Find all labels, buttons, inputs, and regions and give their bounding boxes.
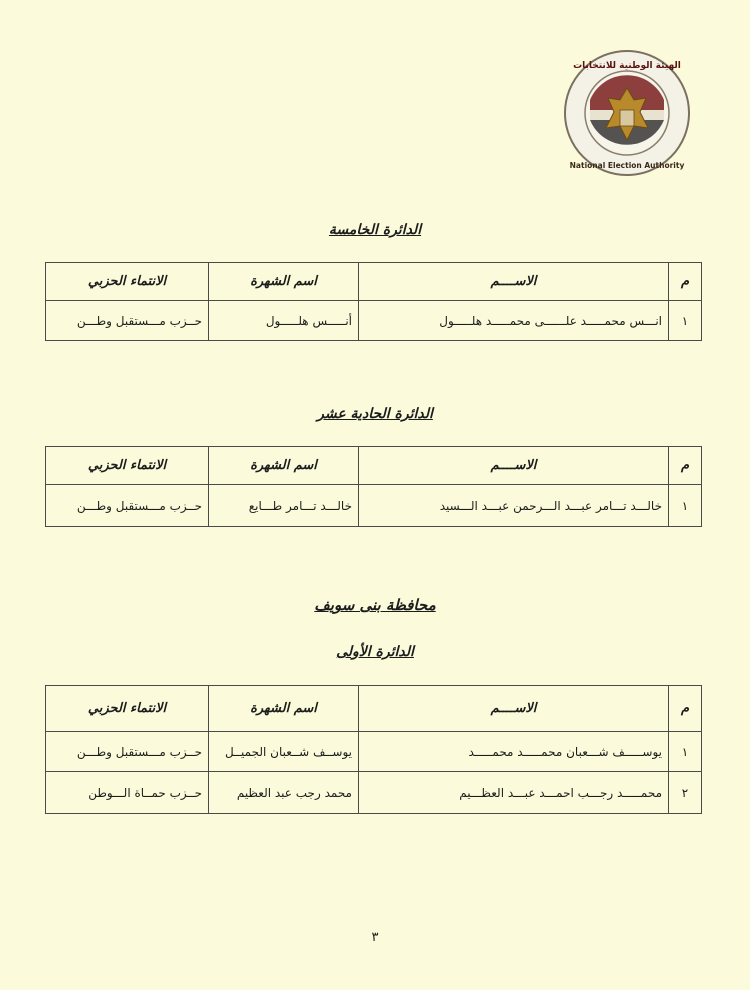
table-row xyxy=(46,772,702,814)
section-title-fifth-district: الدائرة الخامسة xyxy=(328,222,422,238)
seal-arabic-text: الهيئة الوطنية للانتخابات xyxy=(573,61,681,71)
governorate-title: محافظة بنى سويف xyxy=(314,596,436,614)
national-election-authority-seal xyxy=(562,48,692,178)
table-row xyxy=(46,485,702,527)
candidate-party: حــزب مـــستقبل وطـــن xyxy=(46,485,209,527)
row-number: ١ xyxy=(669,301,702,341)
candidates-table-fifth-district xyxy=(45,262,702,341)
header-fame-name: اسم الشهرة xyxy=(209,263,359,301)
candidates-table-eleventh-district xyxy=(45,446,702,527)
header-party: الانتماء الحزبي xyxy=(46,447,209,485)
table-row xyxy=(46,301,702,341)
table-header-row xyxy=(46,263,702,301)
candidate-name: انـــس محمـــــد علــــــى محمـــــد هلـــــول xyxy=(359,301,669,341)
section-title-eleventh-district: الدائرة الحادية عشر xyxy=(317,406,433,422)
header-number: م xyxy=(669,263,702,301)
header-party: الانتماء الحزبي xyxy=(46,686,209,732)
table-row xyxy=(46,732,702,772)
candidate-party: حــزب مـــستقبل وطـــن xyxy=(46,732,209,772)
section-title-first-district: الدائرة الأولى xyxy=(336,644,414,660)
candidate-name: خالـــد تـــامر عبـــد الـــرحمن عبـــد الـــسيد xyxy=(359,485,669,527)
candidate-name: محمـــــد رجـــب احمـــد عبـــد العظـــيم xyxy=(359,772,669,814)
seal-english-text: National Election Authority xyxy=(569,161,685,170)
header-fame-name: اسم الشهرة xyxy=(209,686,359,732)
header-fame-name: اسم الشهرة xyxy=(209,447,359,485)
header-name: الاســــم xyxy=(359,447,669,485)
candidate-fame-name: يوســف شــعبان الجميــل xyxy=(209,732,359,772)
header-number: م xyxy=(669,447,702,485)
candidate-name: يوســـــف شـــعبان محمـــــد محمـــــد xyxy=(359,732,669,772)
table-header-row xyxy=(46,447,702,485)
page-number: ٣ xyxy=(371,930,379,945)
header-number: م xyxy=(669,686,702,732)
header-party: الانتماء الحزبي xyxy=(46,263,209,301)
header-name: الاســــم xyxy=(359,263,669,301)
row-number: ١ xyxy=(669,732,702,772)
candidates-table-first-district xyxy=(45,685,702,814)
table-header-row xyxy=(46,686,702,732)
candidate-party: حــزب مـــستقبل وطـــن xyxy=(46,301,209,341)
candidate-fame-name: خالـــد تـــامر طـــايع xyxy=(209,485,359,527)
row-number: ٢ xyxy=(669,772,702,814)
header-name: الاســــم xyxy=(359,686,669,732)
row-number: ١ xyxy=(669,485,702,527)
candidate-fame-name: محمد رجب عبد العظيم xyxy=(209,772,359,814)
candidate-fame-name: أنـــــس هلـــــول xyxy=(209,301,359,341)
candidate-party: حــزب حمــاة الـــوطن xyxy=(46,772,209,814)
